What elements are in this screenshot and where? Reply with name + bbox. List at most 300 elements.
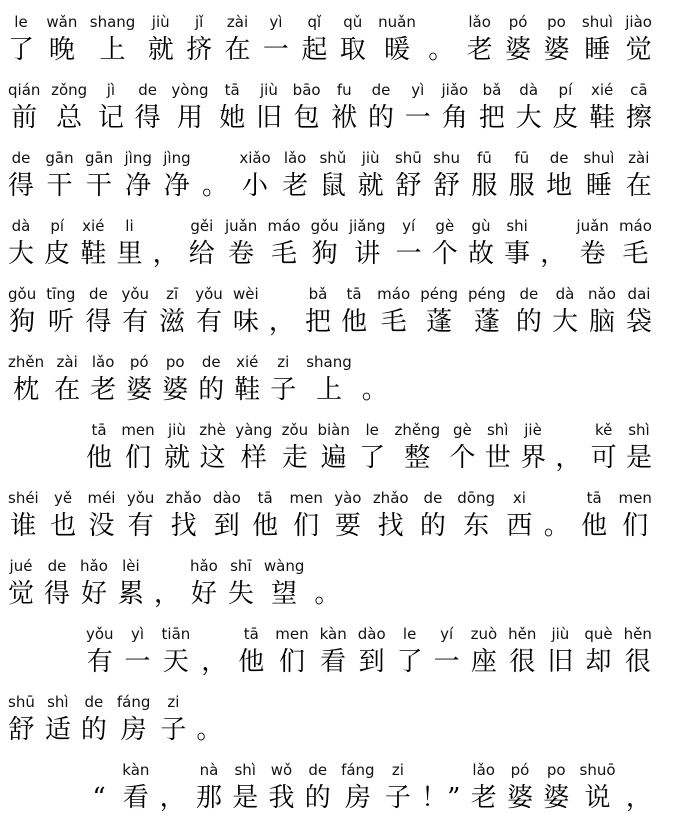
pinyin: qián: [8, 81, 41, 99]
hanzi: 用: [176, 103, 203, 133]
character: [282, 420, 309, 476]
hanzi: 服: [508, 171, 535, 201]
hanzi: 。: [196, 715, 223, 745]
hanzi: 一: [395, 239, 422, 269]
pinyin: cā: [630, 81, 648, 99]
pinyin: péng: [420, 285, 458, 303]
character: [589, 80, 615, 136]
pinyin: wǎn: [46, 13, 78, 31]
text-line: [8, 12, 652, 68]
character: [195, 284, 223, 340]
character: [196, 760, 222, 816]
pinyin: máo: [377, 285, 411, 303]
pinyin: xié: [590, 81, 614, 99]
hanzi: 遍: [320, 443, 347, 473]
pinyin: jiè: [524, 421, 542, 439]
character: [305, 760, 331, 816]
character: [582, 12, 613, 68]
character: [331, 80, 357, 136]
character: [552, 80, 578, 136]
pinyin: hěn: [623, 625, 652, 643]
hanzi: 的: [198, 375, 225, 405]
hanzi: 舒: [8, 715, 35, 745]
hanzi: 晚: [48, 35, 75, 65]
pinyin: shū: [8, 693, 35, 711]
hanzi: 天: [162, 647, 189, 677]
hanzi: 个: [431, 239, 458, 269]
pinyin: shì: [47, 693, 69, 711]
character: [8, 12, 34, 68]
pinyin: fáng: [116, 693, 151, 711]
hanzi: 。: [201, 171, 228, 201]
hanzi: 得: [134, 103, 161, 133]
punctuation: [428, 12, 454, 68]
pinyin: de: [308, 761, 328, 779]
character: [334, 488, 361, 544]
character: [8, 80, 40, 136]
character: [199, 420, 226, 476]
text-line: [8, 284, 652, 340]
character: [269, 760, 295, 816]
hanzi: 是: [232, 783, 259, 813]
hanzi: 有: [86, 647, 113, 677]
character: [395, 148, 422, 204]
character: [8, 556, 34, 612]
pinyin: li: [125, 217, 134, 235]
character: [358, 148, 384, 204]
pinyin: hěn: [508, 625, 537, 643]
pinyin: jiǎo: [441, 81, 469, 99]
hanzi: 婆: [543, 783, 570, 813]
character: [282, 148, 308, 204]
character: [126, 352, 152, 408]
hanzi: 记: [97, 103, 124, 133]
pinyin: lǎo: [283, 149, 307, 167]
hanzi: 地: [546, 171, 573, 201]
character: [252, 488, 278, 544]
pinyin: de: [11, 149, 31, 167]
hanzi: 蓬: [426, 307, 453, 337]
pinyin: dà: [519, 81, 539, 99]
hanzi: 他: [238, 647, 265, 677]
character: [8, 216, 34, 272]
hanzi: 旧: [255, 103, 282, 133]
character: [341, 760, 375, 816]
hanzi: 婆: [162, 375, 189, 405]
character: [50, 488, 76, 544]
character: [471, 148, 497, 204]
character: [516, 80, 542, 136]
hanzi: 。: [543, 511, 570, 541]
hanzi: 皮: [552, 103, 579, 133]
character: [90, 12, 136, 68]
character: [368, 80, 394, 136]
pinyin: de: [519, 285, 539, 303]
hanzi: 味: [232, 307, 259, 337]
hanzi: 可: [590, 443, 617, 473]
punctuation: [160, 760, 186, 816]
punctuation: [362, 352, 388, 408]
pinyin: shuì: [581, 13, 613, 31]
character: [509, 148, 535, 204]
pinyin: bǎ: [482, 81, 502, 99]
hanzi: 有: [122, 307, 149, 337]
character: [189, 216, 215, 272]
character: [80, 216, 106, 272]
pinyin: zài: [628, 149, 650, 167]
pinyin: shéi: [8, 489, 39, 507]
pinyin: zài: [226, 13, 249, 31]
pinyin: shuì: [583, 149, 615, 167]
hanzi: 这: [199, 443, 226, 473]
character: [8, 488, 39, 544]
character: [624, 624, 652, 680]
character: [625, 12, 652, 68]
text-line: [8, 488, 652, 544]
character: [159, 284, 185, 340]
pinyin: qǐ: [307, 13, 322, 31]
pinyin: máo: [618, 217, 652, 235]
pinyin: gān: [84, 149, 114, 167]
hanzi: 毛: [270, 239, 297, 269]
pinyin: yǒu: [86, 625, 114, 643]
character: [507, 760, 533, 816]
pinyin: yì: [131, 625, 145, 643]
hanzi: 干: [46, 171, 73, 201]
character: [267, 216, 300, 272]
character: [580, 760, 616, 816]
hanzi: 世: [484, 443, 511, 473]
text-line: [8, 148, 652, 204]
hanzi: 了: [359, 443, 386, 473]
character: [591, 420, 617, 476]
character: [626, 148, 652, 204]
character: [44, 216, 70, 272]
character: [619, 216, 652, 272]
hanzi: 干: [86, 171, 113, 201]
character: [319, 148, 346, 204]
pinyin: xiǎo: [239, 149, 271, 167]
hanzi: 取: [339, 35, 366, 65]
hanzi: 暖: [383, 35, 410, 65]
character: [125, 148, 152, 204]
hanzi: 把: [478, 103, 505, 133]
character: [116, 216, 142, 272]
hanzi: 走: [281, 443, 308, 473]
pinyin: zhè: [199, 421, 226, 439]
pinyin: de: [89, 285, 108, 303]
pinyin: bāo: [292, 81, 321, 99]
character: [148, 12, 174, 68]
character: [8, 692, 35, 748]
character: [163, 148, 190, 204]
character: [127, 488, 155, 544]
pinyin: pí: [558, 81, 573, 99]
pinyin: jiù: [151, 13, 170, 31]
character: [320, 624, 347, 680]
hanzi: 一: [404, 103, 431, 133]
hanzi: 睡: [584, 35, 611, 65]
character: [377, 284, 410, 340]
hanzi: ，: [152, 239, 179, 269]
character: [358, 624, 386, 680]
character: [468, 216, 494, 272]
hanzi: 净: [163, 171, 190, 201]
pinyin: zuò: [470, 625, 498, 643]
character: [86, 624, 114, 680]
hanzi: 毛: [622, 239, 649, 269]
pinyin: lèi: [122, 557, 140, 575]
character: [547, 624, 573, 680]
character: [468, 284, 506, 340]
character: [359, 420, 385, 476]
pinyin: men: [121, 421, 155, 439]
pinyin: gè: [435, 217, 455, 235]
hanzi: 有: [195, 307, 222, 337]
pinyin: zī: [166, 285, 179, 303]
hanzi: 。: [428, 35, 455, 65]
hanzi: 望: [271, 579, 298, 609]
hanzi: 了: [8, 35, 35, 65]
character: [394, 420, 440, 476]
hanzi: 狗: [311, 239, 338, 269]
hanzi: 好: [190, 579, 217, 609]
character: [471, 624, 498, 680]
punctuation: [540, 216, 566, 272]
hanzi: 老: [90, 375, 117, 405]
pinyin: de: [371, 81, 391, 99]
hanzi: 子: [160, 715, 187, 745]
pinyin: tīng: [46, 285, 76, 303]
pinyin: yǒu: [121, 285, 150, 303]
character: [122, 284, 150, 340]
hanzi: 没: [88, 511, 115, 541]
hanzi: 睡: [585, 171, 612, 201]
hanzi: 到: [358, 647, 385, 677]
pinyin: gù: [471, 217, 491, 235]
pinyin: jiào: [625, 13, 652, 31]
pinyin: men: [289, 489, 323, 507]
pinyin: pó: [129, 353, 149, 371]
character: [87, 488, 115, 544]
hanzi: 舒: [433, 171, 460, 201]
pinyin: le: [402, 625, 417, 643]
pinyin: de: [84, 693, 104, 711]
hanzi: ，: [540, 239, 567, 269]
hanzi: 挤: [186, 35, 213, 65]
character: [162, 352, 188, 408]
pinyin: po: [547, 13, 566, 31]
character: [449, 420, 475, 476]
character: [626, 284, 652, 340]
hanzi: 的: [80, 715, 107, 745]
pinyin: zǒu: [281, 421, 309, 439]
hanzi: 觉: [8, 579, 35, 609]
pinyin: zhǎo: [165, 489, 202, 507]
hanzi: 擦: [625, 103, 652, 133]
hanzi: 枕: [13, 375, 40, 405]
character: [543, 12, 569, 68]
hanzi: ，: [159, 783, 186, 813]
hanzi: 失: [227, 579, 254, 609]
hanzi: 一: [433, 647, 460, 677]
hanzi: 在: [625, 171, 652, 201]
hanzi: 卷: [228, 239, 255, 269]
pinyin: le: [14, 13, 28, 31]
character: [506, 488, 532, 544]
hanzi: 的: [304, 783, 331, 813]
character: [433, 148, 460, 204]
pinyin: yǒu: [126, 489, 155, 507]
pinyin: shang: [306, 353, 352, 371]
character: [54, 352, 80, 408]
pinyin: tā: [257, 489, 273, 507]
pinyin: de: [201, 353, 221, 371]
hanzi: 他: [581, 511, 608, 541]
character: [306, 352, 352, 408]
hanzi: 前: [11, 103, 38, 133]
pinyin: jìng: [163, 149, 191, 167]
character: [118, 556, 144, 612]
pinyin: zi: [391, 761, 404, 779]
pinyin: dōng: [457, 489, 496, 507]
character: [125, 624, 151, 680]
hanzi: 婆: [543, 35, 570, 65]
hanzi: 旧: [547, 647, 574, 677]
character: [117, 692, 151, 748]
hanzi: 整: [404, 443, 431, 473]
pinyin: tā: [91, 421, 107, 439]
pinyin: fu: [336, 81, 352, 99]
character: [171, 80, 208, 136]
character: [479, 80, 505, 136]
hanzi: 一: [124, 647, 151, 677]
text-line: [8, 352, 652, 408]
character: [80, 556, 108, 612]
hanzi: ，: [555, 443, 582, 473]
hanzi: 累: [117, 579, 144, 609]
hanzi: 蓬: [473, 307, 500, 337]
hanzi: ，: [268, 307, 295, 337]
character: [420, 488, 446, 544]
text-line: [8, 216, 652, 272]
pinyin: gè: [453, 421, 472, 439]
character: [434, 624, 460, 680]
pinyin: jiù: [551, 625, 570, 643]
pinyin: wèi: [233, 285, 259, 303]
hanzi: 鞋: [589, 103, 616, 133]
pinyin: juǎn: [576, 217, 609, 235]
hanzi: 给: [188, 239, 215, 269]
character: [619, 488, 652, 544]
pinyin: yí: [402, 217, 416, 235]
hanzi: 们: [278, 647, 305, 677]
hanzi: 皮: [44, 239, 71, 269]
hanzi: 一: [262, 35, 289, 65]
character: [340, 12, 366, 68]
hanzi: 了: [396, 647, 423, 677]
pinyin: tā: [586, 489, 602, 507]
character: [164, 420, 190, 476]
pinyin: yí: [440, 625, 454, 643]
character: [546, 148, 572, 204]
pinyin: zǒng: [51, 81, 88, 99]
punctuation: [154, 556, 180, 612]
character: [186, 12, 212, 68]
text-line: [8, 624, 652, 680]
pinyin: biàn: [317, 421, 350, 439]
hanzi: 老: [470, 783, 497, 813]
pinyin: zhǎo: [372, 489, 409, 507]
character: [504, 216, 530, 272]
character: [98, 80, 124, 136]
pinyin: kàn: [122, 761, 150, 779]
character: [301, 12, 327, 68]
character: [516, 284, 542, 340]
character: [397, 624, 423, 680]
pinyin: hǎo: [80, 557, 108, 575]
pinyin: po: [165, 353, 185, 371]
hanzi: 们: [293, 511, 320, 541]
pinyin: tiān: [161, 625, 191, 643]
pinyin: bǎ: [308, 285, 328, 303]
text-line: [8, 556, 652, 612]
hanzi: 谁: [10, 511, 37, 541]
punctuation: [314, 556, 340, 612]
hanzi: 却: [585, 647, 612, 677]
hanzi: 东: [463, 511, 490, 541]
hanzi: 看: [320, 647, 347, 677]
pinyin: yě: [54, 489, 73, 507]
pinyin: wàng: [263, 557, 305, 575]
character: [275, 624, 308, 680]
hanzi: 。: [361, 375, 388, 405]
pinyin: shī: [230, 557, 252, 575]
pinyin: jìng: [124, 149, 152, 167]
hanzi: 婆: [126, 375, 153, 405]
hanzi: 找: [170, 511, 197, 541]
pinyin: tā: [243, 625, 259, 643]
pinyin: jì: [106, 81, 116, 99]
pinyin: què: [584, 625, 613, 643]
pinyin: yì: [411, 81, 425, 99]
character: [90, 352, 116, 408]
hanzi: 她: [219, 103, 246, 133]
pinyin: po: [546, 761, 566, 779]
character: [256, 80, 282, 136]
character: [8, 352, 44, 408]
character: [378, 12, 416, 68]
hanzi: 他: [252, 511, 279, 541]
pinyin: jiù: [260, 81, 278, 99]
pinyin: hǎo: [189, 557, 218, 575]
character: [305, 284, 331, 340]
character: [239, 148, 270, 204]
character: [441, 80, 468, 136]
hanzi: “: [92, 783, 106, 813]
pinyin: dà: [555, 285, 575, 303]
pinyin: tā: [224, 81, 240, 99]
pinyin: fū: [514, 149, 530, 167]
pinyin: yào: [334, 489, 362, 507]
character: [508, 624, 536, 680]
character: [219, 80, 245, 136]
character: [160, 692, 186, 748]
punctuation: [544, 488, 570, 544]
character: [228, 556, 254, 612]
pinyin: xi: [512, 489, 526, 507]
character: [317, 420, 349, 476]
